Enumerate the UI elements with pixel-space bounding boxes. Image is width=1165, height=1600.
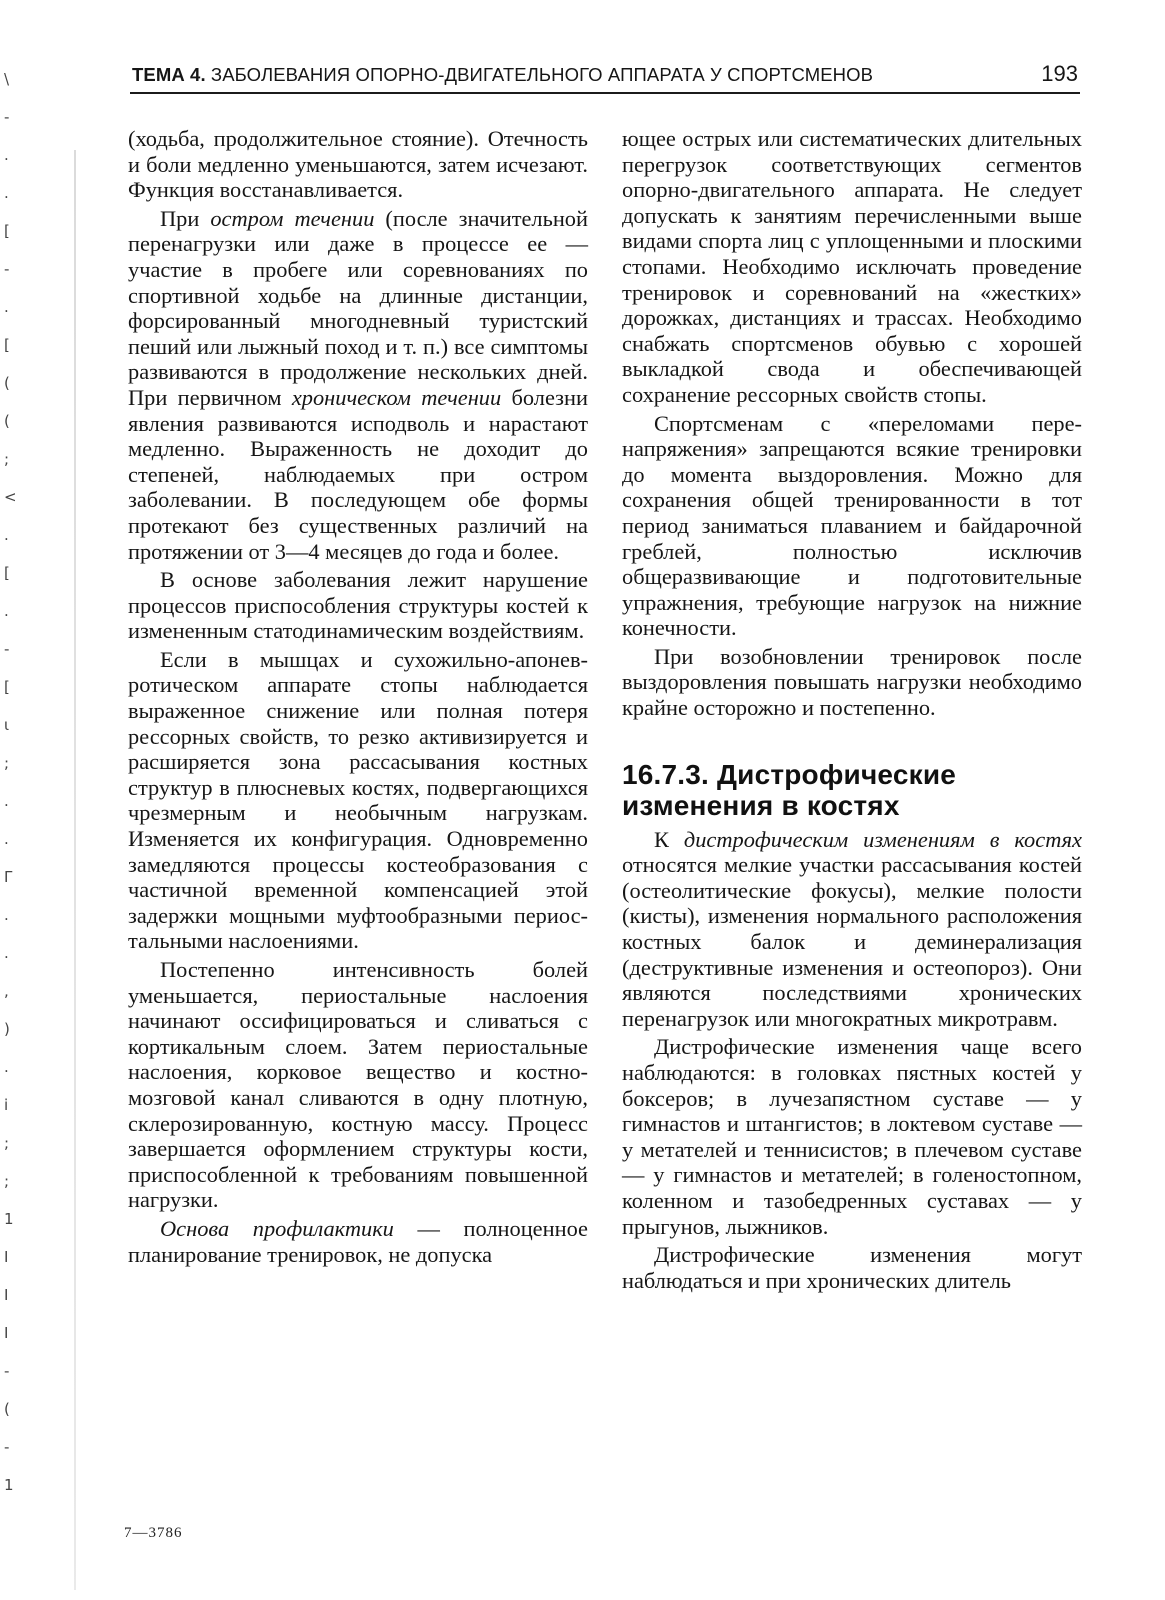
scan-mark: ; xyxy=(4,1134,10,1152)
scan-mark: ( xyxy=(4,374,10,392)
emphasis: хроническом течении xyxy=(291,384,502,410)
scan-mark: . xyxy=(4,146,9,164)
scan-mark: - xyxy=(4,1438,10,1456)
emphasis: остром течении xyxy=(210,205,375,231)
scan-mark: \ xyxy=(4,70,10,88)
scan-mark: - xyxy=(4,640,10,658)
paragraph: (ходьба, продолжительное стояние). Отечность и боли медленно уменьшаются, затем исчезают. Функция восстанавливается. xyxy=(128,126,588,203)
running-header xyxy=(130,52,1080,94)
right-column xyxy=(622,126,1082,1293)
scan-mark: - xyxy=(4,108,10,126)
scan-mark: . xyxy=(4,830,9,848)
paragraph: Спортсменам с «переломами перенапряжения» запрещаются всякие тренировки до момента выздоровления. Можно для сохранения общей тренированности в тот период заниматься плаванием и байдарочной греблей, полностью исключив общеразвивающие и подготовительные упражнения, требующие нагрузок на нижние конечности. xyxy=(622,410,1082,641)
scan-mark: 1 xyxy=(4,1210,14,1228)
paragraph: Дистрофические изменения чаще всего наблюдаются: в головках пястных костей у боксеров; в лучезапястном суставе — у гимнастов и штангистов; в локтевом суставе — у метателей и теннисистов; в плечевом суставе — у гимнастов и метателей; в голеностопном, коленном и тазобедренных суставах — у прыгунов, лыжников. xyxy=(622,1034,1082,1239)
scan-mark: . xyxy=(4,906,9,924)
paragraph: В основе заболевания лежит нарушение процессов приспособления структуры костей к измененным статодинамическим воздействиям. xyxy=(128,567,588,644)
scan-mark: < xyxy=(4,488,17,506)
scan-mark: I xyxy=(4,1324,9,1342)
scan-mark: i xyxy=(4,1096,9,1114)
scan-mark: ) xyxy=(4,1020,10,1038)
scan-mark: I xyxy=(4,1248,9,1266)
scan-mark: ( xyxy=(4,412,10,430)
paragraph: К дистрофическим изменениям в костях относятся мелкие участки рассасывания костей (остеолитические фокусы), мелкие полости (кисты), изменения нормального расположения костных балок и деминерализация (деструктивные изменения и остеопороз). Они являются последствиями хронических перенагрузок или многократных микротравм. xyxy=(622,826,1082,1031)
scan-mark: Γ xyxy=(4,868,13,886)
paragraph: Постепенно интенсивность болей уменьшается, периостальные наслоения начинают оссифицироваться и сливаться с кортикальным слоем. Затем периостальные наслоения, корковое вещество и костно-мозговой канал сливаются в одну плотную, склерозированную, костную массу. Процесс завершается оформлением структуры кости, приспособленной к требованиям повышенной нагрузки. xyxy=(128,957,588,1213)
scan-mark: . xyxy=(4,526,9,544)
scan-mark: [ xyxy=(4,678,10,696)
scan-mark: ; xyxy=(4,1172,10,1190)
scan-mark: ι xyxy=(4,716,10,734)
paragraph: Дистрофические изменения могут наблюдаться и при хронических длитель xyxy=(622,1242,1082,1293)
scan-edge-shadow xyxy=(74,150,76,1590)
left-column xyxy=(128,126,588,1267)
printer-signature: 7—3786 xyxy=(124,1525,183,1541)
scan-mark: . xyxy=(4,184,9,202)
scan-mark: ( xyxy=(4,1400,10,1418)
page-number: 193 xyxy=(1041,61,1078,86)
scan-mark: . xyxy=(4,298,9,316)
scan-mark: 1 xyxy=(4,1476,14,1494)
scan-mark: [ xyxy=(4,336,10,354)
scan-mark: ; xyxy=(4,754,10,772)
running-header-title xyxy=(132,64,873,86)
emphasis: Основа профилактики xyxy=(160,1215,394,1241)
scan-mark: . xyxy=(4,1058,9,1076)
scan-mark: [ xyxy=(4,564,10,582)
scan-mark: [ xyxy=(4,222,10,240)
paragraph: Если в мышцах и сухожильно-апоневротическом аппарате стопы наблюдается выраженное снижение или полная потеря рессорных свойств, то резко активизируется и расширяется зона рассасывания костных структур в плюсневых костях, подвергающихся чрезмерным и необычным нагрузкам. Изменяется их конфигурация. Одновременно замедляются процессы костеобразования с частичной временной компенсацией этой задержки мощными муфтообразными периостальными наслоениями. xyxy=(128,646,588,954)
scan-mark: - xyxy=(4,260,10,278)
scan-mark: . xyxy=(4,944,9,962)
scan-mark: . xyxy=(4,792,9,810)
scan-mark: , xyxy=(4,982,9,1000)
scan-mark: ; xyxy=(4,450,10,468)
emphasis: дистрофическим изменениям в костях xyxy=(683,826,1082,852)
paragraph: При возобновлении тренировок после выздоровления повышать нагрузки необходимо крайне осторожно и постепенно. xyxy=(622,643,1082,721)
paragraph: Основа профилактики — полноценное планирование тренировок, не допуска xyxy=(128,1215,588,1267)
scan-mark: - xyxy=(4,1362,10,1380)
left-margin-scan-marks xyxy=(0,0,30,1600)
topic-title: ЗАБОЛЕВАНИЯ ОПОРНО-ДВИГАТЕЛЬНОГО АППАРАТА У СПОРТСМЕНОВ xyxy=(205,64,874,85)
paragraph: При остром течении (после значительной перенагрузки или даже в процессе ее — участие в пробеге или соревнованиях по спортивной ходьбе на длинные дистанции, форсированный многодневный туристский пеший или лыжный поход и т. п.) все симптомы развиваются в продолжение нескольких дней. При первичном хроническом течении болезни явления развиваются исподволь и нарастают медленно. Выраженность не доходит до степеней, наблюдаемых при остром заболевании. В последующем обе формы протекают без существенных различий на протяжении от 3—4 месяцев до года и более. xyxy=(128,205,588,564)
scan-mark: I xyxy=(4,1286,9,1304)
paragraph: ющее острых или систематических длительных перегрузок соответствующих сегментов опорно-двигательного аппарата. Не следует допускать к занятиям перечисленными выше видами спорта лиц с уплощенными и плоскими стопами. Необходимо исключать проведение тренировок и соревнований на «жестких» дорожках, дистанциях и трассах. Необходимо снабжать спортсменов обувью с хорошей выкладкой свода и обеспечивающей сохранение рессорных свойств стопы. xyxy=(622,126,1082,407)
topic-label: ТЕМА 4. xyxy=(132,64,206,85)
section-heading: 16.7.3. Дистрофические изменения в костях xyxy=(622,758,957,821)
scan-mark: . xyxy=(4,602,9,620)
